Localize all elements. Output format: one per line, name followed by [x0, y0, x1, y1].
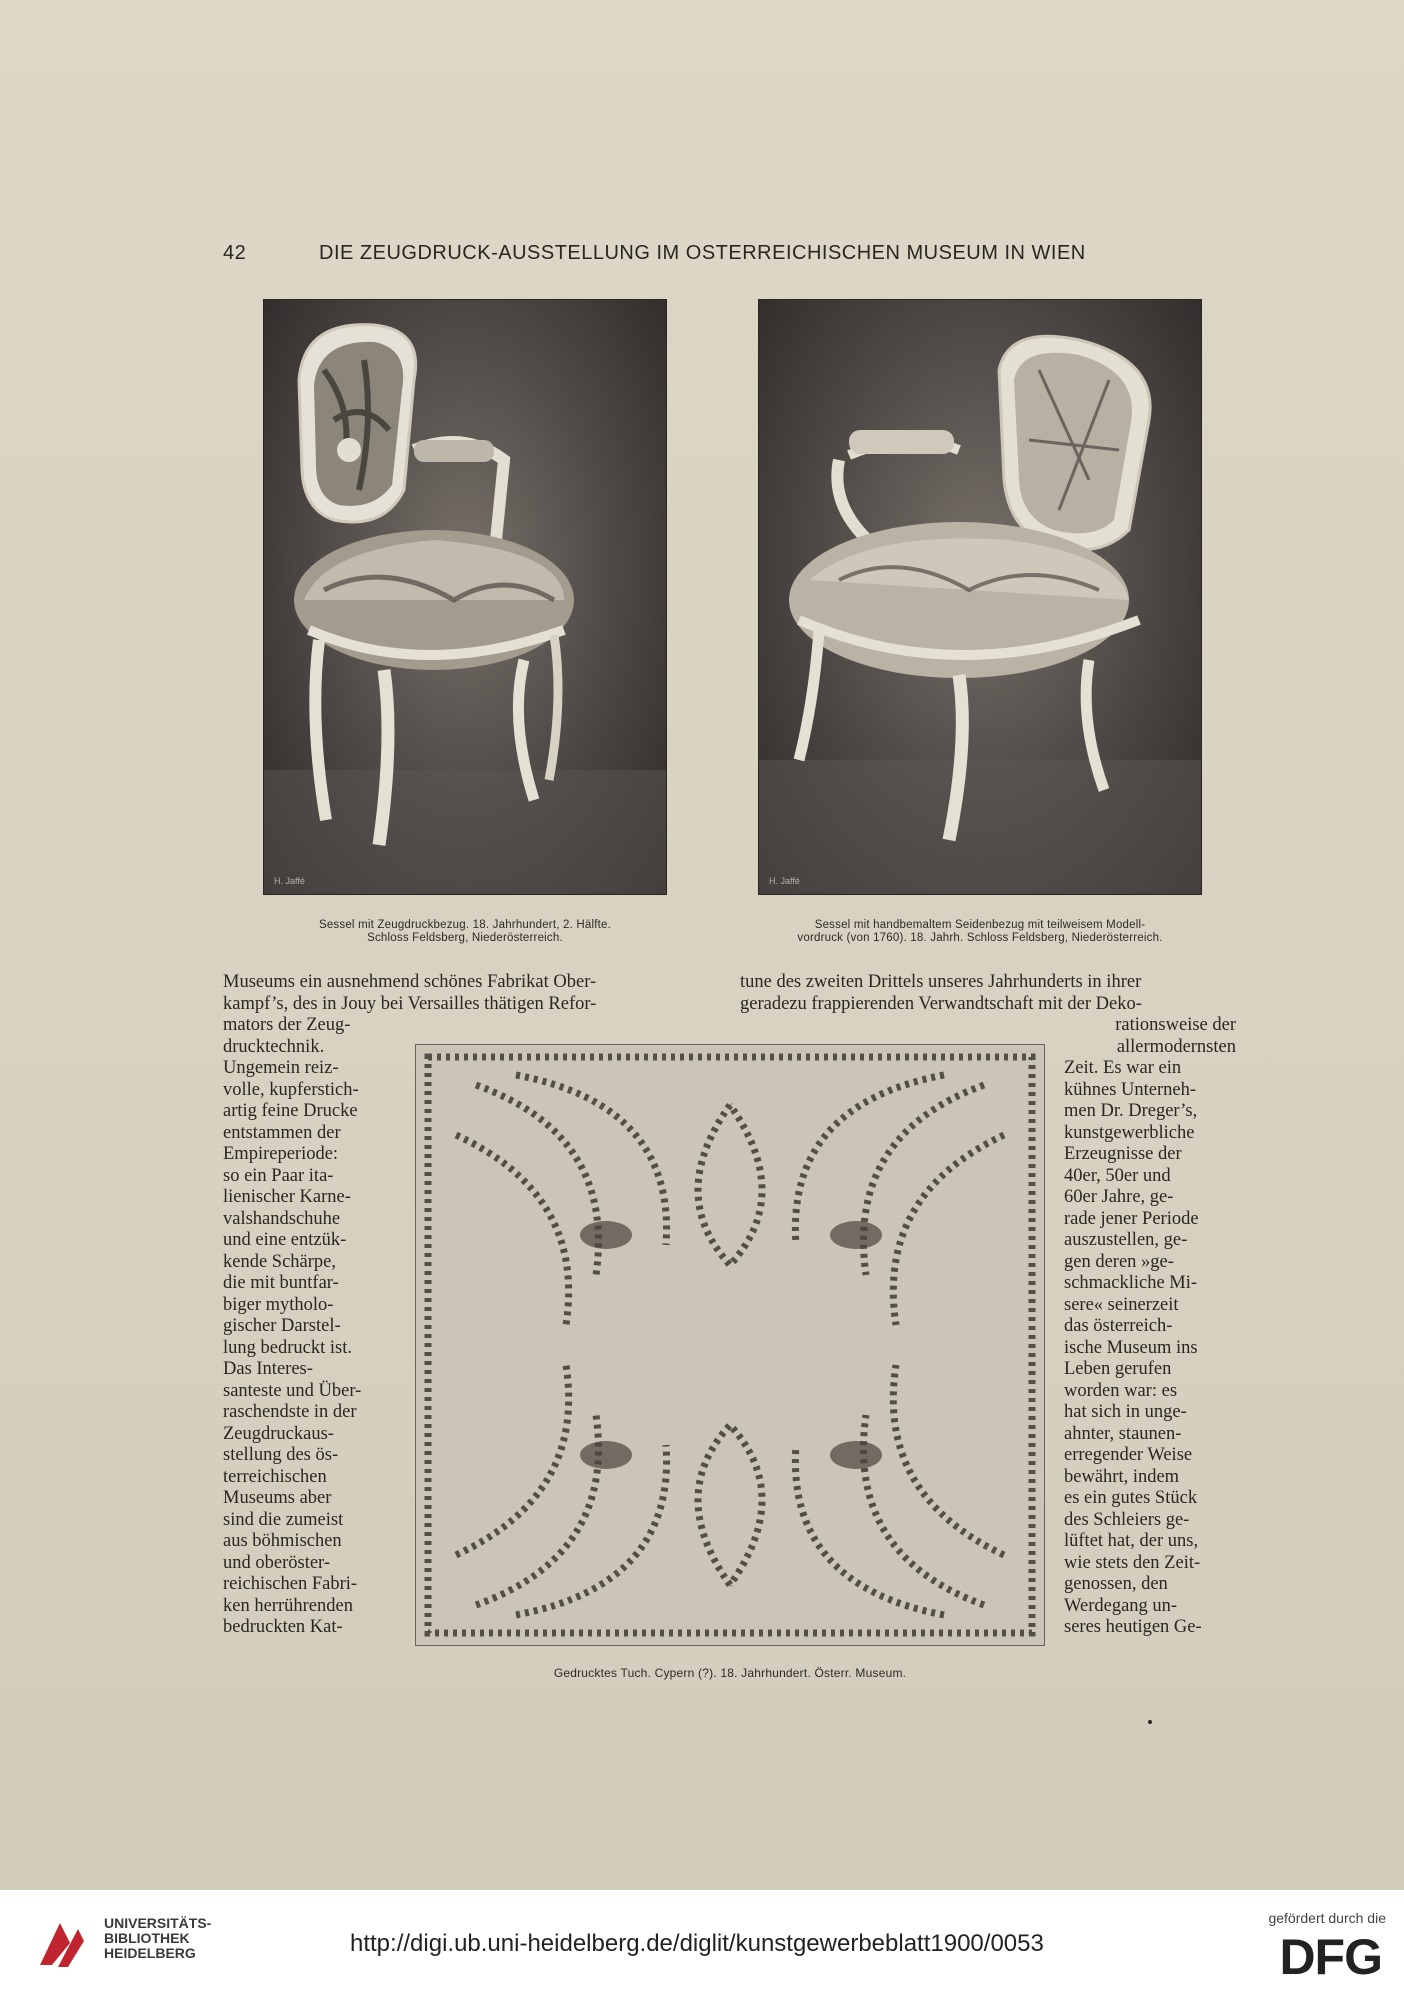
text-line: Das Interes- [223, 1359, 313, 1379]
dfg-logo: DFG [1279, 1929, 1382, 1985]
caption-line: Sessel mit handbemaltem Seidenbezug mit teilweisem Modell- [814, 919, 1146, 931]
text-line: 40er, 50er und [1064, 1165, 1171, 1186]
text-line: hat sich in unge- [1064, 1402, 1187, 1422]
text-line: kunstgewerbliche [1064, 1122, 1195, 1143]
body-text-left-column [223, 1058, 393, 1639]
figure-caption-right [740, 919, 1220, 945]
text-line: genossen, den [1064, 1574, 1168, 1594]
text-line: allermodernsten [1116, 1036, 1236, 1057]
text-line: und oberöster- [223, 1552, 330, 1573]
text-line: volle, kupferstich- [223, 1079, 359, 1100]
text-line: lüftet hat, der uns, [1064, 1531, 1199, 1551]
photographer-mark: H. Jaffé [769, 876, 800, 886]
figure-caption-left [250, 919, 680, 945]
text-line: valshandschuhe [223, 1208, 341, 1229]
body-text-right-column [1064, 1058, 1234, 1639]
text-line: rade jener Periode [1064, 1208, 1199, 1229]
armchair-photo-left [263, 299, 667, 895]
text-line: lienischer Karne- [223, 1187, 351, 1207]
text-line: 60er Jahre, ge- [1064, 1187, 1174, 1207]
text-line: stellung des ös- [223, 1445, 339, 1465]
text-line: ahnter, staunen- [1064, 1423, 1182, 1444]
text-line: drucktechnik. [223, 1036, 325, 1057]
text-line: schmackliche Mi- [1064, 1273, 1198, 1293]
text-line: Erzeugnisse der [1064, 1144, 1182, 1164]
text-line: kende Schärpe, [223, 1251, 337, 1272]
text-line: Empireperiode: [223, 1144, 339, 1164]
text-line: bedruckten Kat- [223, 1617, 343, 1637]
text-line: rationsweise der [1115, 1015, 1236, 1035]
body-text-left-full [223, 972, 718, 1015]
text-line: Zeugdruckaus- [223, 1423, 334, 1444]
text-line: Museums ein ausnehmend schönes Fabrikat Ober- [223, 972, 597, 992]
text-line: santeste und Über- [223, 1380, 362, 1401]
text-line: entstammen der [223, 1122, 341, 1143]
printed-cloth-illustration [416, 1045, 1044, 1645]
body-text-right-top [1050, 1015, 1236, 1058]
text-line: es ein gutes Stück [1064, 1488, 1198, 1508]
text-line: sere« seinerzeit [1064, 1294, 1179, 1315]
text-line: Werdegang un- [1064, 1595, 1178, 1616]
text-line: ische Museum ins [1064, 1337, 1198, 1358]
body-text-right-full [740, 972, 1236, 1015]
text-line: reichischen Fabri- [223, 1574, 358, 1594]
text-line: und eine entzük- [223, 1230, 347, 1250]
text-line: geradezu frappierenden Verwandtschaft mit der Deko- [740, 993, 1142, 1014]
text-line: lung bedruckt ist. [223, 1337, 352, 1358]
text-line: tune des zweiten Drittels unseres Jahrhunderts in ihrer [740, 972, 1142, 992]
text-line: raschendste in der [223, 1402, 357, 1422]
armchair-photo-right [758, 299, 1202, 895]
text-line: das österreich- [1064, 1316, 1173, 1336]
text-line: Ungemein reiz- [223, 1058, 339, 1078]
text-line: seres heutigen Ge- [1064, 1617, 1202, 1637]
text-line: aus böhmischen [223, 1531, 342, 1551]
university-library-logo-icon [30, 1915, 90, 1975]
text-line: worden war: es [1064, 1380, 1178, 1401]
text-line: artig feine Drucke [223, 1101, 358, 1121]
text-line: terreichischen [223, 1466, 327, 1487]
text-line: kampf’s, des in Jouy bei Versailles thätigen Refor- [223, 993, 597, 1014]
running-header [223, 236, 1143, 276]
printed-dot [1148, 1720, 1152, 1724]
funded-by-label: gefördert durch die [1268, 1910, 1386, 1926]
caption-line: vordruck (von 1760). 18. Jahrh. Schloss Feldsberg, Niederösterreich. [797, 932, 1163, 944]
text-line: wie stets den Zeit- [1064, 1552, 1201, 1573]
printed-cloth-figure [415, 1044, 1045, 1646]
text-line: biger mytholo- [223, 1294, 334, 1315]
caption-line: Schloss Feldsberg, Niederösterreich. [367, 932, 563, 944]
text-line: gen deren »ge- [1064, 1251, 1174, 1272]
text-line: ken herrührenden [223, 1595, 353, 1616]
armchair-left-illustration [264, 300, 666, 894]
figure-caption-cloth: Gedrucktes Tuch. Cypern (?). 18. Jahrhundert. Österr. Museum. [553, 1666, 907, 1680]
text-line: men Dr. Dreger’s, [1064, 1101, 1198, 1121]
text-line: des Schleiers ge- [1064, 1509, 1190, 1530]
text-line: gischer Darstel- [223, 1316, 341, 1336]
text-line: erregender Weise [1064, 1445, 1193, 1465]
text-line: Zeit. Es war ein [1064, 1058, 1182, 1078]
text-line: sind die zumeist [223, 1509, 344, 1530]
photographer-mark: H. Jaffé [274, 876, 305, 886]
caption-line: Sessel mit Zeugdruckbezug. 18. Jahrhundert, 2. Hälfte. [318, 919, 612, 931]
source-url-link[interactable]: http://digi.ub.uni-heidelberg.de/diglit/kunstgewerbeblatt1900/0053 [350, 1930, 1044, 1957]
armchair-right-illustration [759, 300, 1201, 894]
text-line: so ein Paar ita- [223, 1165, 334, 1186]
page-number: 42 [223, 242, 247, 264]
text-line: auszustellen, ge- [1064, 1230, 1188, 1250]
text-line: kühnes Unterneh- [1064, 1079, 1197, 1100]
text-line: Leben gerufen [1064, 1359, 1172, 1379]
text-line: die mit buntfar- [223, 1273, 339, 1293]
text-line: bewährt, indem [1064, 1466, 1180, 1487]
body-text-left-tail [223, 1015, 413, 1058]
running-title: DIE ZEUGDRUCK-AUSSTELLUNG IM OSTERREICHISCHEN MUSEUM IN WIEN [319, 242, 1086, 264]
text-line: Museums aber [223, 1488, 332, 1508]
digitization-footer [0, 1890, 1404, 1995]
library-name: UNIVERSITÄTS- BIBLIOTHEK HEIDELBERG [104, 1915, 212, 1961]
text-line: mators der Zeug- [223, 1015, 351, 1035]
